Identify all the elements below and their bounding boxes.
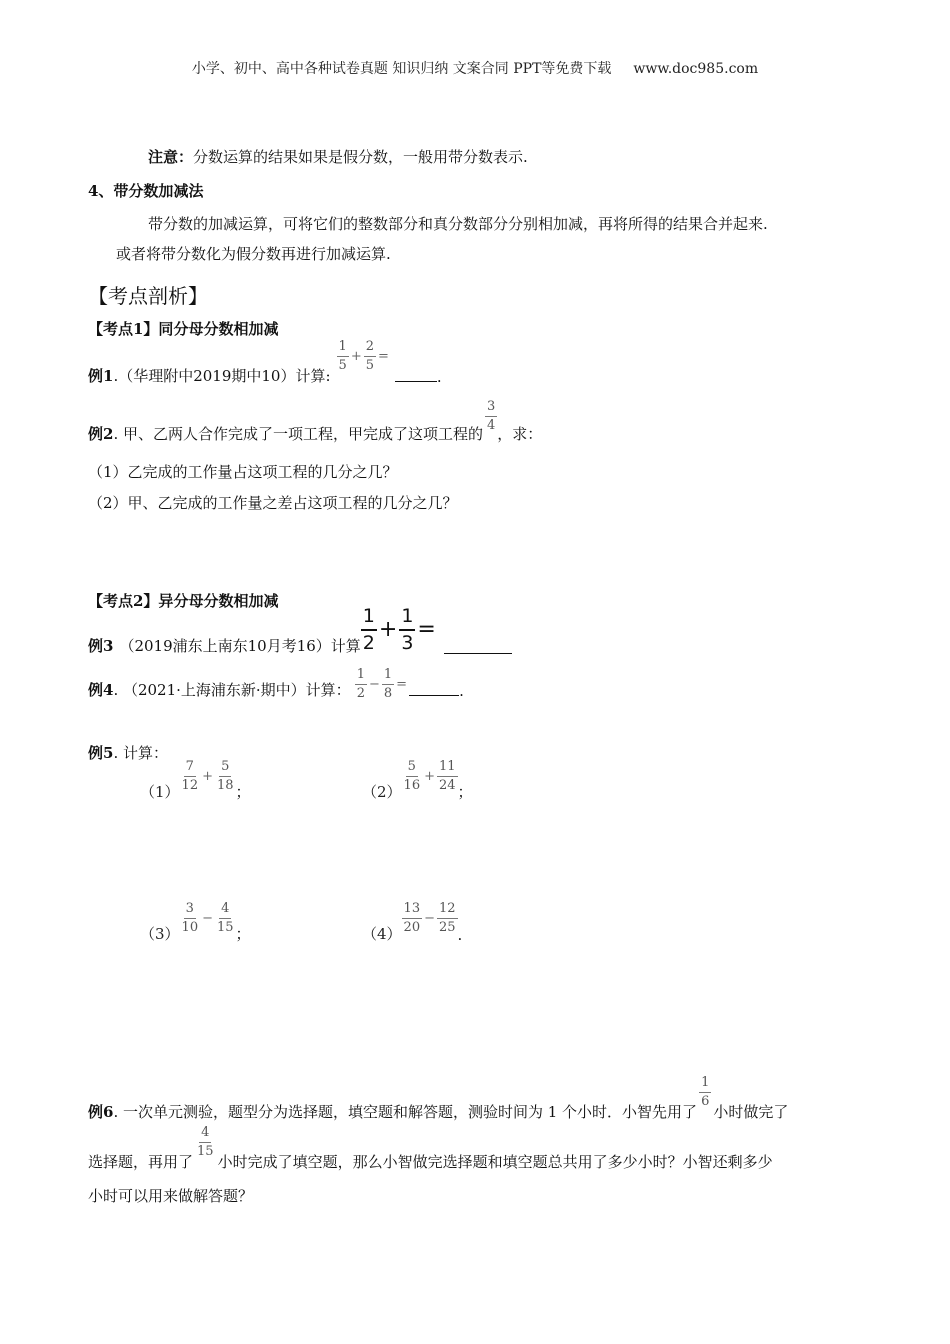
ex3-label: 例3	[88, 637, 114, 655]
example-2	[88, 400, 542, 448]
ex6-text3: 选择题，再用了	[88, 1153, 194, 1171]
ex4-end: .	[459, 682, 464, 700]
equals-sign: =	[378, 349, 389, 365]
ex6-text2: 小时做完了	[713, 1103, 789, 1121]
ex6-text5: 小时可以用来做解答题？	[88, 1187, 254, 1205]
ex4-text: . （2021·上海浦东新·期中）计算：	[113, 681, 351, 699]
fraction: $\frac{3}{10}$	[181, 901, 199, 936]
part-label: （1）	[140, 783, 180, 801]
part-label: （3）	[140, 925, 180, 943]
operator: +	[350, 349, 362, 365]
operator: +	[202, 769, 213, 785]
answer-blank[interactable]	[395, 367, 437, 382]
ex3-expression	[361, 606, 438, 654]
note-line	[148, 146, 528, 167]
ex1-label: 例1	[88, 367, 114, 385]
operator: −	[202, 911, 213, 927]
ex4-label: 例4	[88, 681, 114, 699]
ex5-part-1	[140, 760, 251, 806]
section4-title: 4、带分数加减法	[88, 182, 204, 200]
answer-blank[interactable]	[444, 639, 512, 654]
kp2-title: 【考点2】异分母分数相加减	[88, 592, 279, 610]
part-label: （4）	[362, 925, 402, 943]
ex1-end: .	[436, 368, 442, 386]
ex5-text: . 计算：	[113, 744, 168, 762]
ex6-text4: 小时完成了填空题，那么小智做完选择题和填空题总共用了多少小时？小智还剩多少	[217, 1153, 773, 1171]
part-end: .	[457, 926, 463, 944]
fraction: $\frac{3}{4}$	[486, 399, 496, 434]
kaodian-title: 【考点剖析】	[88, 284, 208, 308]
note-text: 分数运算的结果如果是假分数，一般用带分数表示.	[193, 148, 528, 166]
fraction: $\frac{1}{8}$	[383, 667, 393, 702]
part-label: （2）	[362, 783, 402, 801]
ex2-question-2: （2）甲、乙完成的工作量之差占这项工程的几分之几？	[88, 494, 458, 512]
ex3-text: （2019浦东上南东10月考16）计算	[119, 637, 361, 655]
operator: −	[368, 677, 380, 693]
part-end: ；	[235, 783, 251, 801]
example-6-line1	[88, 1076, 788, 1126]
example-1	[88, 340, 442, 390]
answer-blank[interactable]	[409, 681, 459, 696]
fraction: $\frac{11}{24}$	[439, 759, 456, 794]
ex1-expression	[337, 340, 391, 374]
section4-line2: 或者将带分数化为假分数再进行加减运算.	[116, 245, 391, 263]
fraction: $\frac{1}{5}$	[338, 339, 347, 374]
example-4	[88, 668, 464, 712]
operator: +	[378, 617, 398, 643]
ex2-label: 例2	[88, 425, 114, 443]
equals-sign: =	[417, 617, 436, 643]
part-end: ；	[235, 925, 251, 943]
ex2-tail: ，求：	[497, 425, 543, 443]
fraction: $\frac{1}{6}$	[701, 1075, 710, 1110]
operator: −	[424, 911, 435, 927]
example-6-line2	[88, 1126, 773, 1176]
ex6-text1: . 一次单元测验，题型分为选择题，填空题和解答题，测验时间为 1 个小时．小智先用了	[113, 1103, 698, 1121]
equals-sign: =	[396, 677, 408, 693]
note-label: 注意：	[148, 148, 194, 166]
example-3	[88, 606, 512, 660]
fraction: $\frac{4}{15}$	[217, 901, 234, 936]
ex5-part-4	[362, 902, 462, 948]
fraction: $\frac{4}{15}$	[197, 1125, 214, 1160]
ex1-text: .（华理附中2019期中10）计算:	[113, 367, 331, 385]
ex6-label: 例6	[88, 1103, 114, 1121]
header-text: 小学、初中、高中各种试卷真题 知识归纳 文案合同 PPT等免费下载	[191, 61, 612, 77]
fraction: $\frac{5}{16}$	[403, 759, 421, 794]
header-site: www.doc985.com	[633, 61, 759, 77]
ex5-part-3	[140, 902, 251, 948]
page-header	[0, 58, 950, 78]
fraction: $\frac{2}{5}$	[365, 339, 374, 374]
ex4-expression	[355, 668, 409, 702]
fraction: $\frac{12}{25}$	[439, 901, 456, 936]
fraction: $\frac{7}{12}$	[181, 759, 199, 794]
ex5-part-2	[362, 760, 473, 806]
fraction: $\frac{1}{3}$	[401, 605, 414, 654]
ex2-text: . 甲、乙两人合作完成了一项工程，甲完成了这项工程的	[113, 425, 483, 443]
fraction: $\frac{5}{18}$	[217, 759, 234, 794]
part-end: ；	[457, 783, 473, 801]
fraction: $\frac{1}{2}$	[362, 605, 375, 654]
ex2-question-1: （1）乙完成的工作量占这项工程的几分之几？	[88, 463, 398, 481]
operator: +	[424, 769, 435, 785]
section4-line1: 带分数的加减运算，可将它们的整数部分和真分数部分分别相加减，再将所得的结果合并起来.	[148, 215, 768, 233]
ex5-label: 例5	[88, 744, 114, 762]
kp1-title: 【考点1】同分母分数相加减	[88, 320, 279, 338]
fraction: $\frac{13}{20}$	[403, 901, 421, 936]
fraction: $\frac{1}{2}$	[356, 667, 365, 702]
